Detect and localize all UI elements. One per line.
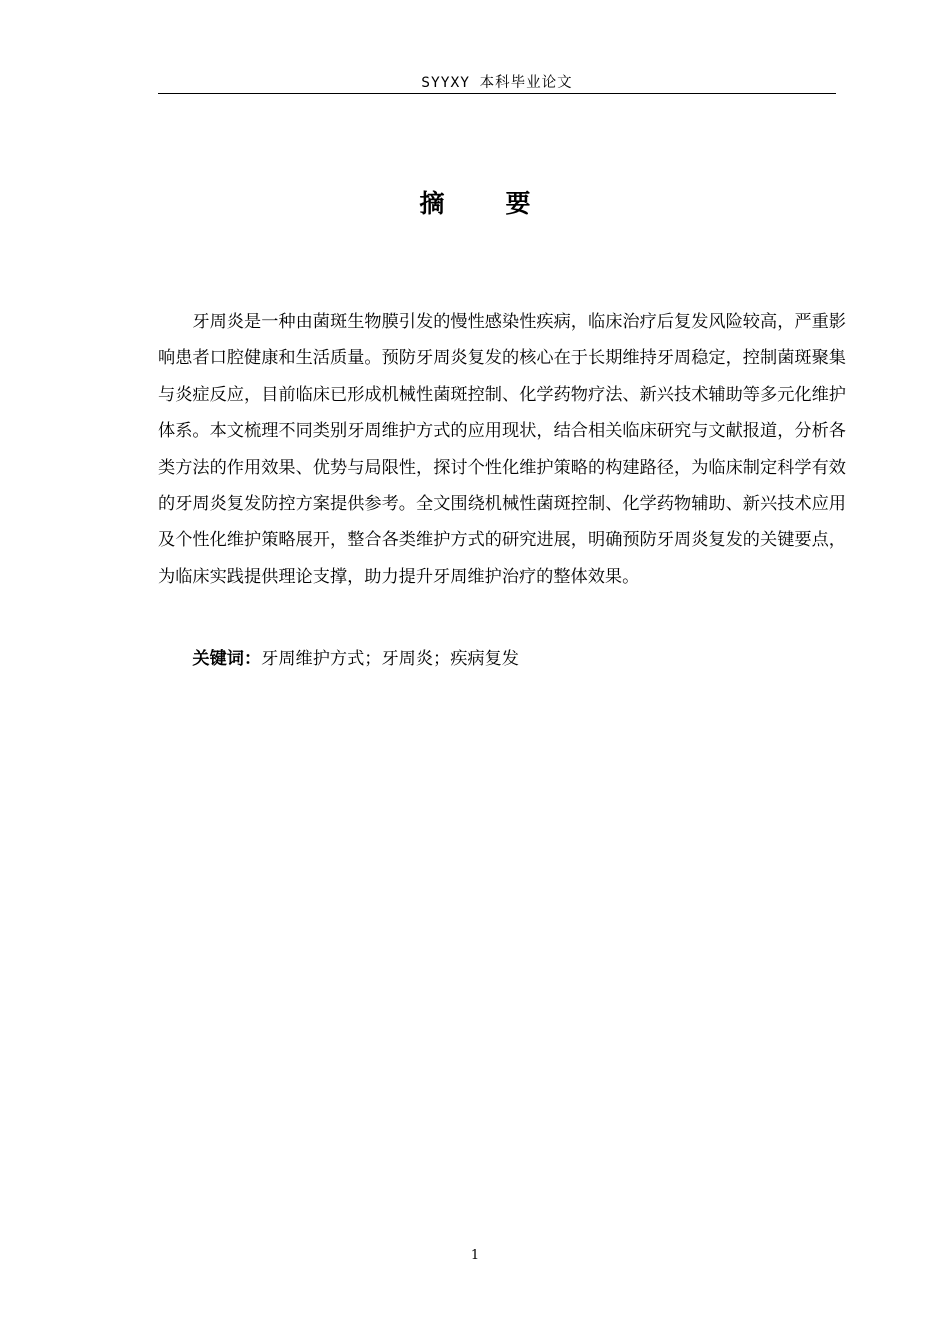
keywords-line [158, 641, 846, 677]
keywords-label: 关键词： [192, 649, 262, 669]
abstract-body: 牙周炎是一种由菌斑生物膜引发的慢性感染性疾病，临床治疗后复发风险较高，严重影响患者口腔健康和生活质量。预防牙周炎复发的核心在于长期维持牙周稳定，控制菌斑聚集与炎症反应，目前临床已形成机械性菌斑控制、化学药物疗法、新兴技术辅助等多元化维护体系。本文梳理不同类别牙周维护方式的应用现状，结合相关临床研究与文献报道，分析各类方法的作用效果、优势与局限性，探讨个性化维护策略的构建路径，为临床制定科学有效的牙周炎复发防控方案提供参考。全文围绕机械性菌斑控制、化学药物辅助、新兴技术应用及个性化维护策略展开，整合各类维护方式的研究进展，明确预防牙周炎复发的关键要点，为临床实践提供理论支撑，助力提升牙周维护治疗的整体效果。 [158, 312, 846, 587]
abstract-title: 摘 要 [419, 189, 549, 218]
header-text: SYYXY 本科毕业论文 [421, 75, 573, 91]
page-number: 1 [470, 1248, 480, 1263]
keywords-text: 牙周维护方式；牙周炎；疾病复发 [261, 649, 519, 669]
page-header [158, 66, 836, 94]
